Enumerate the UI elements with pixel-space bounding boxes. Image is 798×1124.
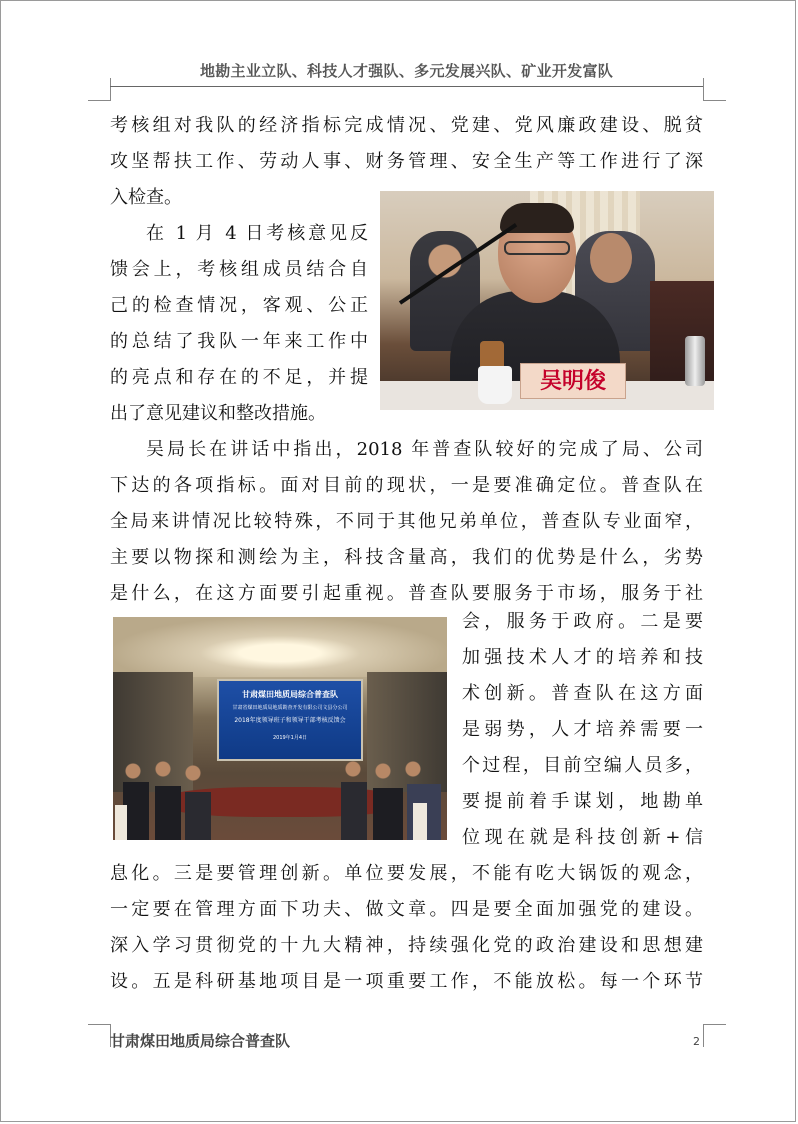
text-line: 考核组对我队的经济指标完成情况、党建、党风廉政建设、脱贫 — [110, 115, 703, 136]
text-line: 入检查。 — [110, 187, 182, 208]
text-line: 要提前着手谋划，地勘单 — [462, 791, 703, 812]
text-line: 的亮点和存在的不足，并提 — [110, 367, 368, 388]
speaker-photo — [380, 191, 714, 410]
text-line: 己的检查情况，客观、公正 — [110, 295, 368, 316]
page-number: 2 — [693, 1035, 700, 1048]
text-line: 攻坚帮扶工作、劳动人事、财务管理、安全生产等工作进行了深 — [110, 151, 703, 172]
screen-date: 2019年1月4日 — [272, 735, 308, 741]
page-header: 地勘主业立队、科技人才强队、多元发展兴队、矿业开发富队 — [199, 62, 614, 80]
screen-subtitle: 甘肃省煤田地质局地质勘查开发有限公司文县分公司 — [232, 705, 348, 711]
text-line: 一定要在管理方面下功夫、做文章。四是要全面加强党的建设。 — [110, 899, 703, 920]
text-line: 全局来讲情况比较特殊，不同于其他兄弟单位，普查队专业面窄， — [110, 511, 703, 532]
text-line: 是什么，在这方面要引起重视。普查队要服务于市场，服务于社 — [110, 583, 703, 604]
footer-org: 甘肃煤田地质局综合普查队 — [110, 1032, 291, 1050]
screen-title: 甘肃煤田地质局综合普查队 — [242, 690, 338, 699]
text-line: 术创新。普查队在这方面 — [462, 683, 703, 704]
text-line: 加强技术人才的培养和技 — [462, 647, 703, 668]
projection-screen — [217, 679, 363, 761]
crop-mark-bottom-left — [88, 1024, 111, 1047]
meeting-photo — [113, 617, 447, 840]
text-line: 馈会上，考核组成员结合自 — [110, 259, 368, 280]
text-line: 下达的各项指标。面对目前的现状，一是要准确定位。普查队在 — [110, 475, 703, 496]
text-line: 的总结了我队一年来工作中 — [110, 331, 368, 352]
crop-mark-top-left — [88, 78, 111, 101]
text-line: 在 1 月 4 日考核意见反 — [146, 223, 368, 244]
text-line: 息化。三是要管理创新。单位要发展，不能有吃大锅饭的观念， — [110, 863, 703, 884]
crop-mark-top-right — [703, 78, 726, 101]
text-line: 出了意见建议和整改措施。 — [110, 403, 326, 424]
text-line: 主要以物探和测绘为主，科技含量高，我们的优势是什么，劣势 — [110, 547, 703, 568]
nameplate: 吴明俊 — [520, 363, 626, 399]
text-line: 个过程，目前空编人员多， — [462, 755, 703, 776]
crop-mark-bottom-right — [703, 1024, 726, 1047]
header-rule — [110, 86, 703, 87]
screen-meeting-name: 2018年度领导班子和领导干部考核反馈会 — [234, 717, 346, 724]
text-line: 设。五是科研基地项目是一项重要工作，不能放松。每一个环节 — [110, 971, 703, 992]
text-line: 是弱势，人才培养需要一 — [462, 719, 703, 740]
text-line: 吴局长在讲话中指出，2018 年普查队较好的完成了局、公司 — [146, 439, 703, 460]
text-line: 位现在就是科技创新+信 — [462, 827, 703, 848]
text-line: 深入学习贯彻党的十九大精神，持续强化党的政治建设和思想建 — [110, 935, 703, 956]
text-line: 会，服务于政府。二是要 — [462, 611, 703, 632]
